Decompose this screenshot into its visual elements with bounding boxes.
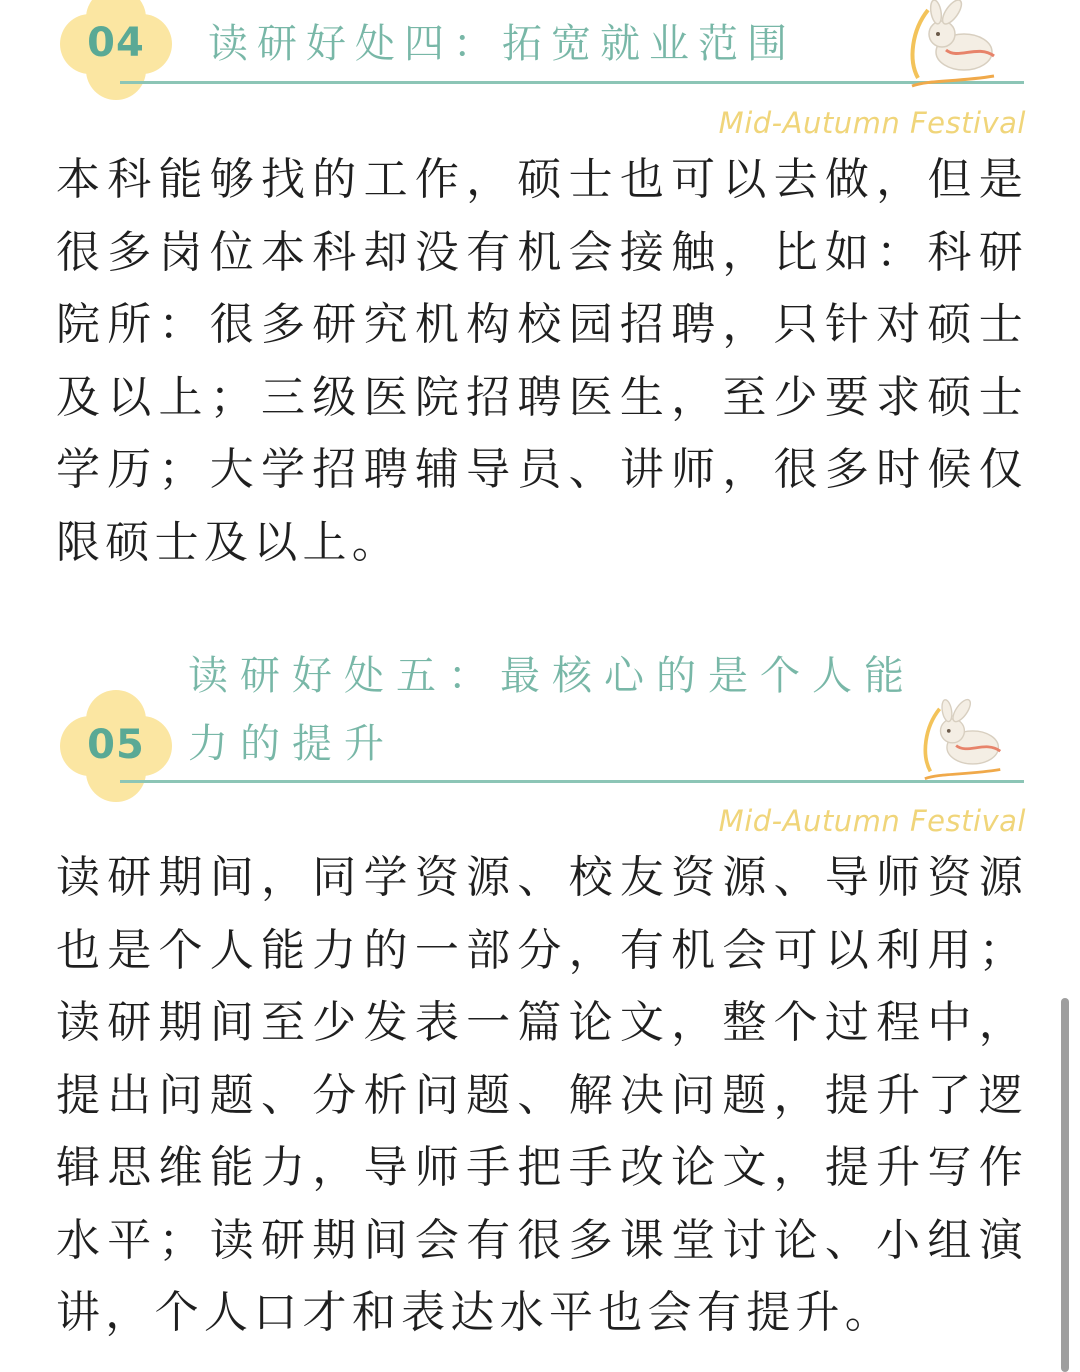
section-heading-line-1: 读研好处五：最核心的是个人能 [188,653,916,699]
section-heading: 读研好处四：拓宽就业范围 [208,21,796,67]
section-04-header [0,0,1080,140]
section-04-body: 本科能够找的工作，硕士也可以去做，但是很多岗位本科却没有机会接触，比如：科研院所：很多研究机构校园招聘，只针对硕士及以上；三级医院招聘医生，至少要求硕士学历；大学招聘辅导员、讲师，很多时候仅限硕士及以上。 [56,154,1028,568]
flower-badge-icon [58,0,174,102]
section-05-header [0,640,1080,840]
scrollbar[interactable] [1061,998,1069,1372]
section-05-body: 读研期间，同学资源、校友资源、导师资源也是个人能力的一部分，有机会可以利用；读研期间至少发表一篇论文，整个过程中，提出问题、分析问题、解决问题，提升了逻辑思维能力，导师手把手改论文，提升写作水平；读研期间会有很多课堂讨论、小组演讲，个人口才和表达水平也会有提升。 [56,852,1028,1338]
section-heading-line-2: 力的提升 [188,721,396,767]
flower-badge-icon [58,688,174,804]
festival-label: Mid-Autumn Festival [718,804,1026,838]
section-number: 04 [87,20,145,66]
heading-divider [120,81,1024,84]
section-number: 05 [87,722,145,768]
rabbit-icon [912,698,1026,784]
heading-divider [120,780,1024,783]
festival-label: Mid-Autumn Festival [718,106,1026,140]
rabbit-icon [898,0,1022,90]
